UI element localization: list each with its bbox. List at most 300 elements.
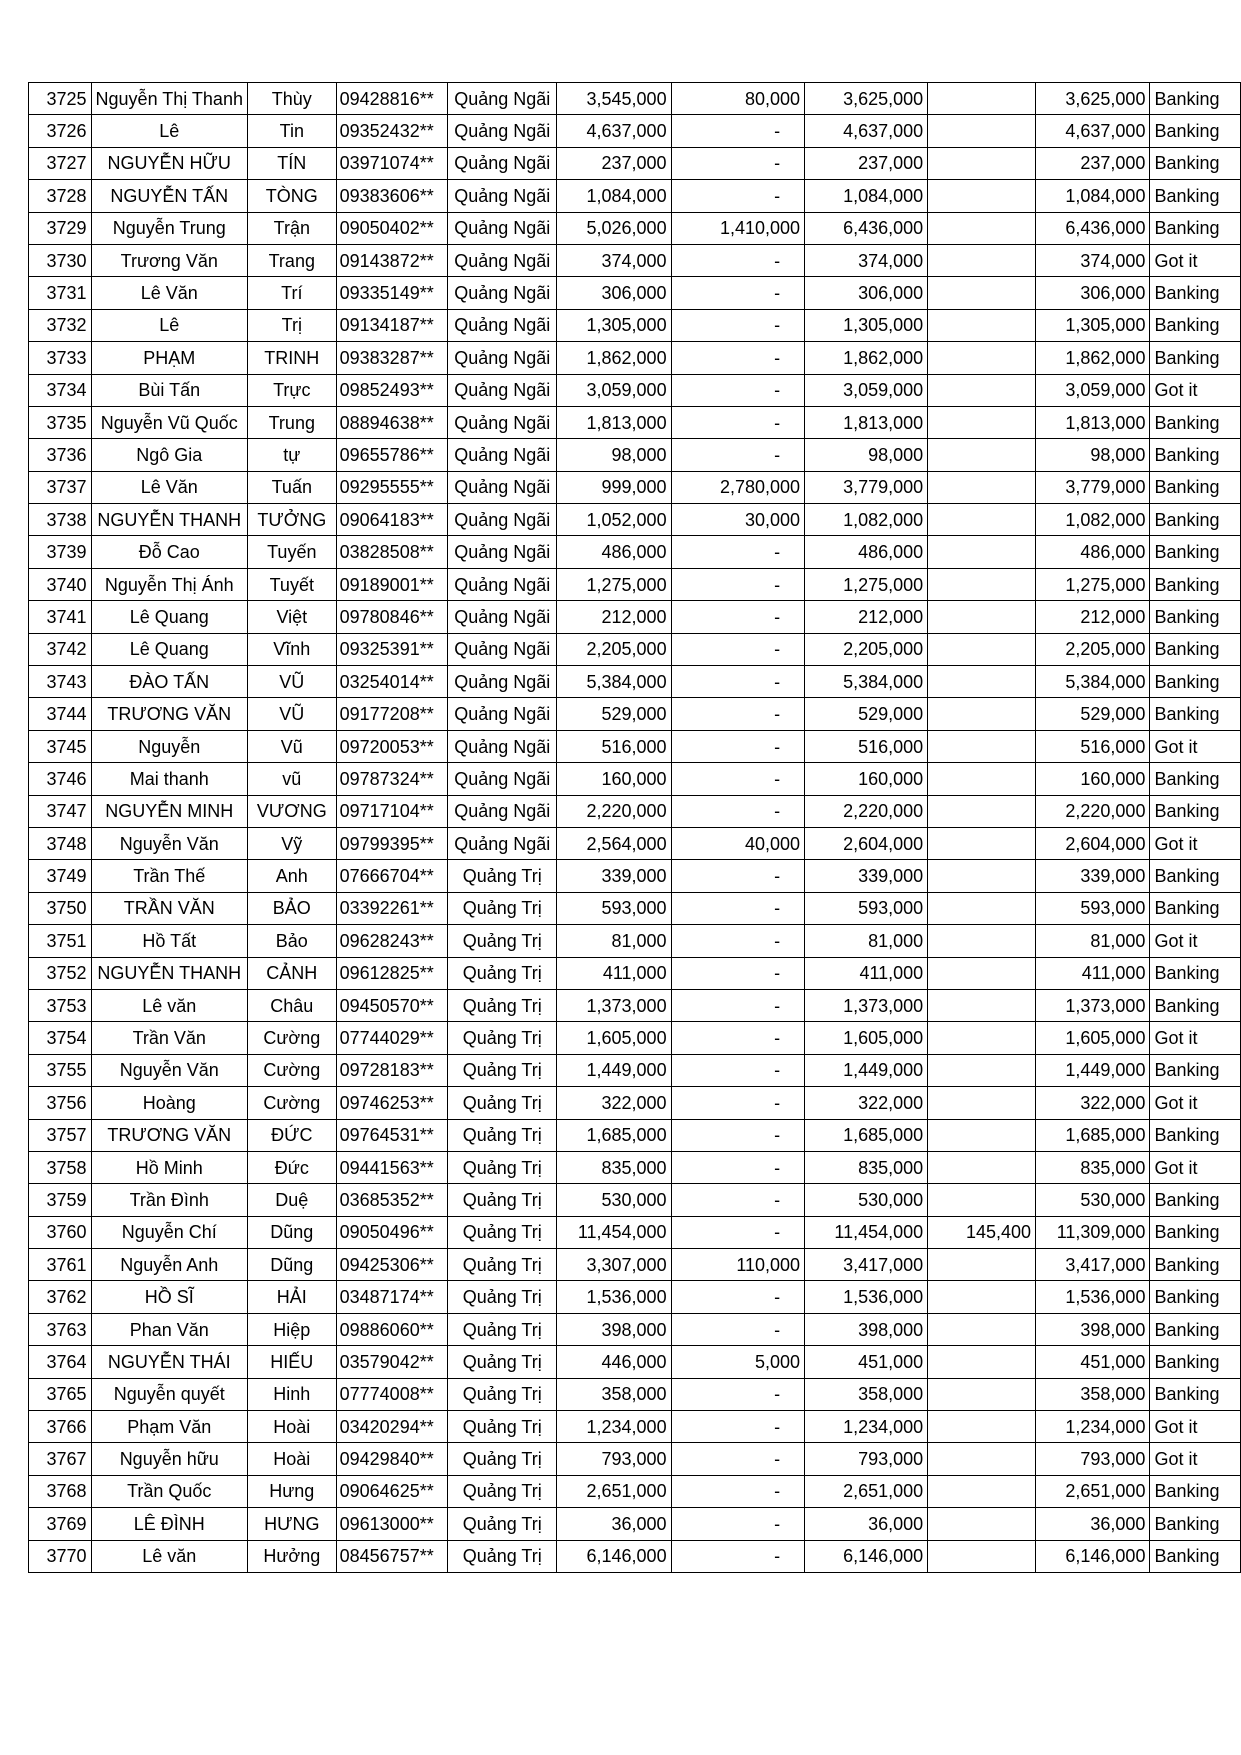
amount-cell: 374,000 xyxy=(557,244,671,276)
phone-number-cell: 09383606** xyxy=(336,180,448,212)
phone-number-cell: 03420294** xyxy=(336,1411,448,1443)
row-number-cell: 3764 xyxy=(29,1346,92,1378)
first-name-cell: Cường xyxy=(247,1054,336,1086)
table-row xyxy=(29,827,1241,859)
phone-number-cell: 09189001** xyxy=(336,568,448,600)
payment-method-cell: Banking xyxy=(1150,83,1241,115)
last-name-cell: ĐÀO TẤN xyxy=(91,666,247,698)
row-number-cell: 3726 xyxy=(29,115,92,147)
bonus-cell: - xyxy=(671,1443,804,1475)
payment-method-cell: Banking xyxy=(1150,1378,1241,1410)
phone-number-cell: 09450570** xyxy=(336,989,448,1021)
total-cell: 516,000 xyxy=(805,730,928,762)
amount-cell: 1,813,000 xyxy=(557,406,671,438)
net-amount-cell: 411,000 xyxy=(1036,957,1150,989)
net-amount-cell: 1,373,000 xyxy=(1036,989,1150,1021)
net-amount-cell: 793,000 xyxy=(1036,1443,1150,1475)
payment-method-cell: Banking xyxy=(1150,1313,1241,1345)
deduction-cell xyxy=(928,504,1036,536)
first-name-cell: Hưởng xyxy=(247,1540,336,1572)
deduction-cell xyxy=(928,989,1036,1021)
bonus-cell: - xyxy=(671,1119,804,1151)
total-cell: 411,000 xyxy=(805,957,928,989)
payment-method-cell: Banking xyxy=(1150,666,1241,698)
table-row xyxy=(29,1216,1241,1248)
last-name-cell: Ngô Gia xyxy=(91,439,247,471)
row-number-cell: 3743 xyxy=(29,666,92,698)
total-cell: 1,305,000 xyxy=(805,309,928,341)
bonus-cell: - xyxy=(671,1281,804,1313)
net-amount-cell: 306,000 xyxy=(1036,277,1150,309)
phone-number-cell: 09429840** xyxy=(336,1443,448,1475)
first-name-cell: Dũng xyxy=(247,1249,336,1281)
last-name-cell: Lê Văn xyxy=(91,277,247,309)
last-name-cell: Hồ Minh xyxy=(91,1151,247,1183)
table-row xyxy=(29,147,1241,179)
province-cell: Quảng Ngãi xyxy=(448,212,557,244)
table-row xyxy=(29,568,1241,600)
payment-method-cell: Banking xyxy=(1150,115,1241,147)
last-name-cell: Trần Thế xyxy=(91,860,247,892)
total-cell: 2,220,000 xyxy=(805,795,928,827)
province-cell: Quảng Trị xyxy=(448,1119,557,1151)
bonus-cell: - xyxy=(671,925,804,957)
amount-cell: 398,000 xyxy=(557,1313,671,1345)
last-name-cell: Nguyễn Văn xyxy=(91,827,247,859)
first-name-cell: Trực xyxy=(247,374,336,406)
table-row xyxy=(29,666,1241,698)
net-amount-cell: 1,605,000 xyxy=(1036,1022,1150,1054)
first-name-cell: Tuyết xyxy=(247,568,336,600)
payment-method-cell: Banking xyxy=(1150,892,1241,924)
deduction-cell xyxy=(928,1508,1036,1540)
deduction-cell xyxy=(928,1378,1036,1410)
phone-number-cell: 09613000** xyxy=(336,1508,448,1540)
row-number-cell: 3769 xyxy=(29,1508,92,1540)
bonus-cell: - xyxy=(671,568,804,600)
row-number-cell: 3738 xyxy=(29,504,92,536)
deduction-cell xyxy=(928,1249,1036,1281)
amount-cell: 1,275,000 xyxy=(557,568,671,600)
phone-number-cell: 03685352** xyxy=(336,1184,448,1216)
first-name-cell: Cường xyxy=(247,1022,336,1054)
row-number-cell: 3767 xyxy=(29,1443,92,1475)
bonus-cell: - xyxy=(671,957,804,989)
first-name-cell: Trị xyxy=(247,309,336,341)
deduction-cell xyxy=(928,244,1036,276)
total-cell: 1,813,000 xyxy=(805,406,928,438)
bonus-cell: - xyxy=(671,277,804,309)
amount-cell: 160,000 xyxy=(557,763,671,795)
last-name-cell: TRƯƠNG VĂN xyxy=(91,1119,247,1151)
table-row xyxy=(29,374,1241,406)
deduction-cell xyxy=(928,795,1036,827)
last-name-cell: Nguyễn xyxy=(91,730,247,762)
deduction-cell xyxy=(928,342,1036,374)
deduction-cell xyxy=(928,730,1036,762)
province-cell: Quảng Trị xyxy=(448,1475,557,1507)
amount-cell: 3,545,000 xyxy=(557,83,671,115)
total-cell: 451,000 xyxy=(805,1346,928,1378)
last-name-cell: Hồ Tất xyxy=(91,925,247,957)
deduction-cell xyxy=(928,1022,1036,1054)
total-cell: 358,000 xyxy=(805,1378,928,1410)
bonus-cell: - xyxy=(671,1151,804,1183)
bonus-cell: - xyxy=(671,1216,804,1248)
row-number-cell: 3740 xyxy=(29,568,92,600)
phone-number-cell: 03579042** xyxy=(336,1346,448,1378)
deduction-cell xyxy=(928,277,1036,309)
net-amount-cell: 530,000 xyxy=(1036,1184,1150,1216)
first-name-cell: CẢNH xyxy=(247,957,336,989)
total-cell: 2,651,000 xyxy=(805,1475,928,1507)
amount-cell: 3,059,000 xyxy=(557,374,671,406)
province-cell: Quảng Trị xyxy=(448,860,557,892)
net-amount-cell: 11,309,000 xyxy=(1036,1216,1150,1248)
amount-cell: 411,000 xyxy=(557,957,671,989)
phone-number-cell: 09764531** xyxy=(336,1119,448,1151)
phone-number-cell: 03392261** xyxy=(336,892,448,924)
bonus-cell: - xyxy=(671,1475,804,1507)
province-cell: Quảng Trị xyxy=(448,1151,557,1183)
table-row xyxy=(29,1346,1241,1378)
amount-cell: 11,454,000 xyxy=(557,1216,671,1248)
payment-method-cell: Got it xyxy=(1150,1443,1241,1475)
table-row xyxy=(29,1087,1241,1119)
last-name-cell: Hoàng xyxy=(91,1087,247,1119)
last-name-cell: TRẦN VĂN xyxy=(91,892,247,924)
total-cell: 530,000 xyxy=(805,1184,928,1216)
phone-number-cell: 09050496** xyxy=(336,1216,448,1248)
net-amount-cell: 1,449,000 xyxy=(1036,1054,1150,1086)
bonus-cell: - xyxy=(671,1054,804,1086)
province-cell: Quảng Ngãi xyxy=(448,698,557,730)
bonus-cell: - xyxy=(671,309,804,341)
total-cell: 212,000 xyxy=(805,601,928,633)
table-row xyxy=(29,795,1241,827)
last-name-cell: Nguyễn hữu xyxy=(91,1443,247,1475)
province-cell: Quảng Trị xyxy=(448,957,557,989)
amount-cell: 6,146,000 xyxy=(557,1540,671,1572)
table-row xyxy=(29,1054,1241,1086)
net-amount-cell: 2,205,000 xyxy=(1036,633,1150,665)
total-cell: 3,779,000 xyxy=(805,471,928,503)
first-name-cell: VŨ xyxy=(247,666,336,698)
net-amount-cell: 1,305,000 xyxy=(1036,309,1150,341)
table-body xyxy=(29,83,1241,1573)
amount-cell: 5,026,000 xyxy=(557,212,671,244)
phone-number-cell: 09335149** xyxy=(336,277,448,309)
phone-number-cell: 07666704** xyxy=(336,860,448,892)
province-cell: Quảng Ngãi xyxy=(448,277,557,309)
phone-number-cell: 07744029** xyxy=(336,1022,448,1054)
phone-number-cell: 03254014** xyxy=(336,666,448,698)
phone-number-cell: 09352432** xyxy=(336,115,448,147)
amount-cell: 36,000 xyxy=(557,1508,671,1540)
deduction-cell xyxy=(928,1087,1036,1119)
row-number-cell: 3758 xyxy=(29,1151,92,1183)
first-name-cell: Trung xyxy=(247,406,336,438)
first-name-cell: Tuấn xyxy=(247,471,336,503)
deduction-cell xyxy=(928,860,1036,892)
table-row xyxy=(29,244,1241,276)
table-row xyxy=(29,1249,1241,1281)
total-cell: 3,059,000 xyxy=(805,374,928,406)
table-row xyxy=(29,406,1241,438)
bonus-cell: - xyxy=(671,666,804,698)
table-row xyxy=(29,989,1241,1021)
amount-cell: 1,234,000 xyxy=(557,1411,671,1443)
last-name-cell: Lê xyxy=(91,309,247,341)
province-cell: Quảng Ngãi xyxy=(448,342,557,374)
first-name-cell: tự xyxy=(247,439,336,471)
amount-cell: 2,220,000 xyxy=(557,795,671,827)
first-name-cell: Vũ xyxy=(247,730,336,762)
province-cell: Quảng Trị xyxy=(448,1346,557,1378)
net-amount-cell: 6,436,000 xyxy=(1036,212,1150,244)
amount-cell: 1,052,000 xyxy=(557,504,671,536)
total-cell: 1,373,000 xyxy=(805,989,928,1021)
deduction-cell xyxy=(928,147,1036,179)
payment-method-cell: Banking xyxy=(1150,601,1241,633)
phone-number-cell: 09064183** xyxy=(336,504,448,536)
row-number-cell: 3731 xyxy=(29,277,92,309)
first-name-cell: Tin xyxy=(247,115,336,147)
payment-method-cell: Banking xyxy=(1150,1540,1241,1572)
province-cell: Quảng Trị xyxy=(448,1054,557,1086)
net-amount-cell: 358,000 xyxy=(1036,1378,1150,1410)
net-amount-cell: 3,059,000 xyxy=(1036,374,1150,406)
table-row xyxy=(29,277,1241,309)
total-cell: 835,000 xyxy=(805,1151,928,1183)
province-cell: Quảng Trị xyxy=(448,1216,557,1248)
amount-cell: 237,000 xyxy=(557,147,671,179)
last-name-cell: Nguyễn Thị Ánh xyxy=(91,568,247,600)
deduction-cell xyxy=(928,1184,1036,1216)
net-amount-cell: 451,000 xyxy=(1036,1346,1150,1378)
table-row xyxy=(29,342,1241,374)
last-name-cell: Lê xyxy=(91,115,247,147)
net-amount-cell: 98,000 xyxy=(1036,439,1150,471)
net-amount-cell: 1,685,000 xyxy=(1036,1119,1150,1151)
payment-method-cell: Banking xyxy=(1150,277,1241,309)
table-row xyxy=(29,115,1241,147)
row-number-cell: 3752 xyxy=(29,957,92,989)
province-cell: Quảng Trị xyxy=(448,1378,557,1410)
row-number-cell: 3746 xyxy=(29,763,92,795)
last-name-cell: Phan Văn xyxy=(91,1313,247,1345)
phone-number-cell: 08456757** xyxy=(336,1540,448,1572)
province-cell: Quảng Ngãi xyxy=(448,471,557,503)
table-row xyxy=(29,536,1241,568)
table-row xyxy=(29,471,1241,503)
province-cell: Quảng Ngãi xyxy=(448,633,557,665)
row-number-cell: 3751 xyxy=(29,925,92,957)
payment-method-cell: Banking xyxy=(1150,342,1241,374)
amount-cell: 212,000 xyxy=(557,601,671,633)
amount-cell: 339,000 xyxy=(557,860,671,892)
last-name-cell: Nguyễn Anh xyxy=(91,1249,247,1281)
row-number-cell: 3736 xyxy=(29,439,92,471)
last-name-cell: NGUYỄN MINH xyxy=(91,795,247,827)
last-name-cell: Trương Văn xyxy=(91,244,247,276)
total-cell: 3,625,000 xyxy=(805,83,928,115)
first-name-cell: Dũng xyxy=(247,1216,336,1248)
last-name-cell: Phạm Văn xyxy=(91,1411,247,1443)
phone-number-cell: 09050402** xyxy=(336,212,448,244)
payment-method-cell: Got it xyxy=(1150,827,1241,859)
last-name-cell: Nguyễn Chí xyxy=(91,1216,247,1248)
net-amount-cell: 2,651,000 xyxy=(1036,1475,1150,1507)
first-name-cell: Đức xyxy=(247,1151,336,1183)
total-cell: 1,084,000 xyxy=(805,180,928,212)
first-name-cell: HƯNG xyxy=(247,1508,336,1540)
first-name-cell: BẢO xyxy=(247,892,336,924)
row-number-cell: 3733 xyxy=(29,342,92,374)
first-name-cell: VƯƠNG xyxy=(247,795,336,827)
amount-cell: 1,605,000 xyxy=(557,1022,671,1054)
table-row xyxy=(29,1281,1241,1313)
total-cell: 1,862,000 xyxy=(805,342,928,374)
total-cell: 529,000 xyxy=(805,698,928,730)
phone-number-cell: 09612825** xyxy=(336,957,448,989)
net-amount-cell: 1,536,000 xyxy=(1036,1281,1150,1313)
amount-cell: 98,000 xyxy=(557,439,671,471)
row-number-cell: 3734 xyxy=(29,374,92,406)
row-number-cell: 3748 xyxy=(29,827,92,859)
net-amount-cell: 160,000 xyxy=(1036,763,1150,795)
last-name-cell: Bùi Tấn xyxy=(91,374,247,406)
deduction-cell xyxy=(928,698,1036,730)
payment-method-cell: Banking xyxy=(1150,633,1241,665)
bonus-cell: - xyxy=(671,147,804,179)
bonus-cell: - xyxy=(671,795,804,827)
row-number-cell: 3763 xyxy=(29,1313,92,1345)
payment-method-cell: Got it xyxy=(1150,1151,1241,1183)
last-name-cell: LÊ ĐÌNH xyxy=(91,1508,247,1540)
last-name-cell: Lê văn xyxy=(91,1540,247,1572)
net-amount-cell: 5,384,000 xyxy=(1036,666,1150,698)
phone-number-cell: 09134187** xyxy=(336,309,448,341)
phone-number-cell: 09325391** xyxy=(336,633,448,665)
bonus-cell: - xyxy=(671,1313,804,1345)
amount-cell: 2,651,000 xyxy=(557,1475,671,1507)
payment-method-cell: Banking xyxy=(1150,795,1241,827)
bonus-cell: - xyxy=(671,601,804,633)
bonus-cell: - xyxy=(671,892,804,924)
table-row xyxy=(29,1378,1241,1410)
first-name-cell: HIẾU xyxy=(247,1346,336,1378)
total-cell: 1,605,000 xyxy=(805,1022,928,1054)
total-cell: 322,000 xyxy=(805,1087,928,1119)
bonus-cell: - xyxy=(671,439,804,471)
amount-cell: 446,000 xyxy=(557,1346,671,1378)
table-row xyxy=(29,212,1241,244)
last-name-cell: Lê Văn xyxy=(91,471,247,503)
amount-cell: 1,862,000 xyxy=(557,342,671,374)
province-cell: Quảng Trị xyxy=(448,1443,557,1475)
last-name-cell: NGUYỄN THANH xyxy=(91,957,247,989)
table-row xyxy=(29,1313,1241,1345)
last-name-cell: Lê Quang xyxy=(91,633,247,665)
row-number-cell: 3729 xyxy=(29,212,92,244)
deduction-cell xyxy=(928,1475,1036,1507)
amount-cell: 2,205,000 xyxy=(557,633,671,665)
payment-method-cell: Banking xyxy=(1150,1054,1241,1086)
last-name-cell: NGUYỄN THÁI xyxy=(91,1346,247,1378)
bonus-cell: - xyxy=(671,730,804,762)
last-name-cell: TRƯƠNG VĂN xyxy=(91,698,247,730)
phone-number-cell: 09799395** xyxy=(336,827,448,859)
amount-cell: 1,449,000 xyxy=(557,1054,671,1086)
net-amount-cell: 3,417,000 xyxy=(1036,1249,1150,1281)
bonus-cell: - xyxy=(671,1087,804,1119)
total-cell: 593,000 xyxy=(805,892,928,924)
deduction-cell xyxy=(928,180,1036,212)
deduction-cell xyxy=(928,568,1036,600)
bonus-cell: - xyxy=(671,1022,804,1054)
row-number-cell: 3730 xyxy=(29,244,92,276)
province-cell: Quảng Trị xyxy=(448,1087,557,1119)
province-cell: Quảng Ngãi xyxy=(448,83,557,115)
last-name-cell: Nguyễn Vũ Quốc xyxy=(91,406,247,438)
amount-cell: 593,000 xyxy=(557,892,671,924)
payment-method-cell: Banking xyxy=(1150,212,1241,244)
payment-method-cell: Got it xyxy=(1150,1087,1241,1119)
payment-method-cell: Banking xyxy=(1150,568,1241,600)
payout-table xyxy=(28,82,1241,1573)
amount-cell: 516,000 xyxy=(557,730,671,762)
row-number-cell: 3737 xyxy=(29,471,92,503)
deduction-cell xyxy=(928,1540,1036,1572)
first-name-cell: Trận xyxy=(247,212,336,244)
province-cell: Quảng Ngãi xyxy=(448,406,557,438)
first-name-cell: Việt xyxy=(247,601,336,633)
deduction-cell xyxy=(928,1119,1036,1151)
table-row xyxy=(29,633,1241,665)
total-cell: 2,604,000 xyxy=(805,827,928,859)
net-amount-cell: 593,000 xyxy=(1036,892,1150,924)
bonus-cell: 80,000 xyxy=(671,83,804,115)
phone-number-cell: 09143872** xyxy=(336,244,448,276)
payment-method-cell: Banking xyxy=(1150,989,1241,1021)
net-amount-cell: 3,779,000 xyxy=(1036,471,1150,503)
row-number-cell: 3762 xyxy=(29,1281,92,1313)
amount-cell: 835,000 xyxy=(557,1151,671,1183)
net-amount-cell: 3,625,000 xyxy=(1036,83,1150,115)
first-name-cell: Thùy xyxy=(247,83,336,115)
total-cell: 374,000 xyxy=(805,244,928,276)
net-amount-cell: 322,000 xyxy=(1036,1087,1150,1119)
payment-method-cell: Banking xyxy=(1150,1475,1241,1507)
phone-number-cell: 09655786** xyxy=(336,439,448,471)
total-cell: 1,449,000 xyxy=(805,1054,928,1086)
first-name-cell: vũ xyxy=(247,763,336,795)
bonus-cell: 30,000 xyxy=(671,504,804,536)
payment-method-cell: Banking xyxy=(1150,763,1241,795)
amount-cell: 530,000 xyxy=(557,1184,671,1216)
bonus-cell: - xyxy=(671,1184,804,1216)
deduction-cell xyxy=(928,957,1036,989)
total-cell: 1,275,000 xyxy=(805,568,928,600)
amount-cell: 1,536,000 xyxy=(557,1281,671,1313)
row-number-cell: 3754 xyxy=(29,1022,92,1054)
table-row xyxy=(29,83,1241,115)
phone-number-cell: 09728183** xyxy=(336,1054,448,1086)
amount-cell: 5,384,000 xyxy=(557,666,671,698)
table-row xyxy=(29,892,1241,924)
table-row xyxy=(29,763,1241,795)
